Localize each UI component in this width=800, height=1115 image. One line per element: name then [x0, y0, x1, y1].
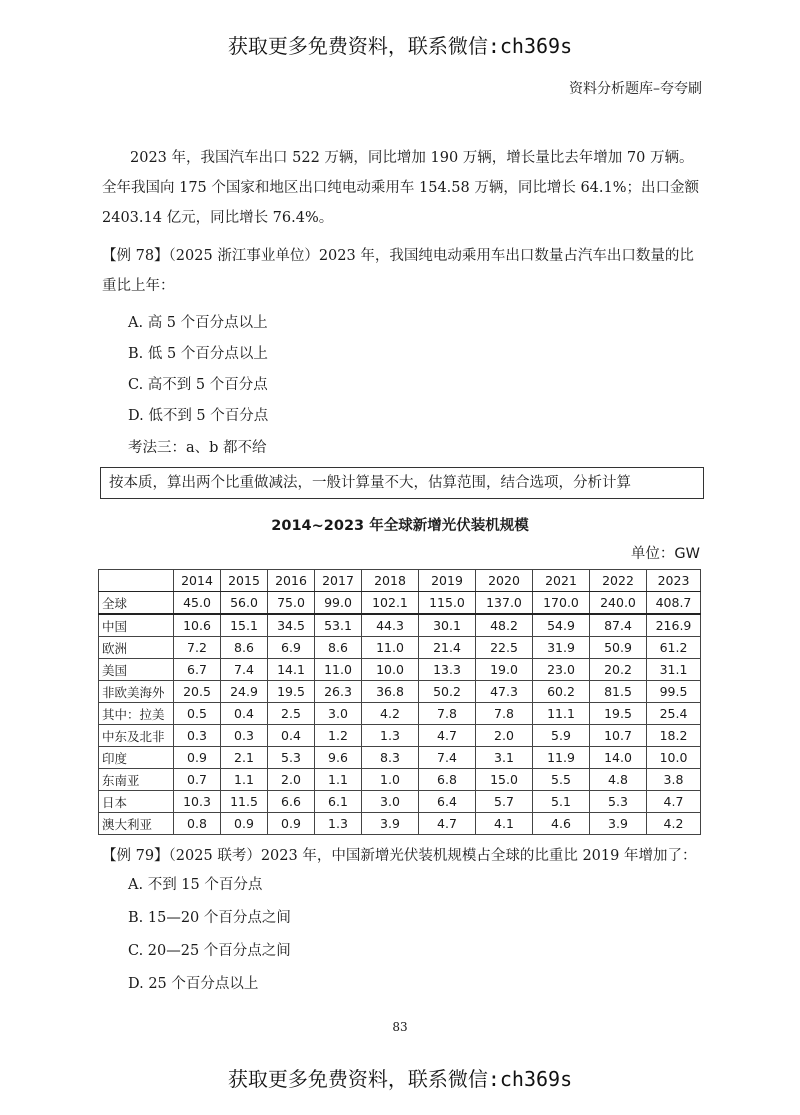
table-cell: 4.6 — [533, 813, 590, 835]
table-cell: 30.1 — [419, 614, 476, 637]
table-cell: 4.7 — [647, 791, 701, 813]
header-year: 2023 — [647, 570, 701, 592]
table-cell: 0.5 — [174, 703, 221, 725]
table-cell: 23.0 — [533, 659, 590, 681]
table-cell: 137.0 — [476, 592, 533, 615]
table-title: 2014~2023 年全球新增光伏装机规模 — [271, 518, 529, 534]
table-cell: 7.4 — [419, 747, 476, 769]
header-year: 2016 — [268, 570, 315, 592]
table-cell: 15.1 — [221, 614, 268, 637]
watermark-top: 获取更多免费资料，联系微信:ch369s — [227, 34, 573, 58]
table-cell: 3.9 — [362, 813, 419, 835]
table-cell: 102.1 — [362, 592, 419, 615]
table-cell: 25.4 — [647, 703, 701, 725]
table-cell: 22.5 — [476, 637, 533, 659]
header-year: 2017 — [315, 570, 362, 592]
header-year: 2019 — [419, 570, 476, 592]
table-cell: 3.0 — [315, 703, 362, 725]
table-cell: 7.2 — [174, 637, 221, 659]
table-cell: 5.3 — [590, 791, 647, 813]
table-cell: 4.2 — [362, 703, 419, 725]
row-label: 印度 — [99, 747, 174, 769]
table-cell: 36.8 — [362, 681, 419, 703]
table-cell: 14.1 — [268, 659, 315, 681]
table-cell: 11.5 — [221, 791, 268, 813]
header-year: 2022 — [590, 570, 647, 592]
table-row — [99, 637, 701, 659]
row-label: 东南亚 — [99, 769, 174, 791]
table-cell: 15.0 — [476, 769, 533, 791]
example-78-question: 【例 78】（2025 浙江事业单位）2023 年，我国纯电动乘用车出口数量占汽车出口数量的比重比上年： — [102, 248, 694, 294]
table-cell: 10.0 — [362, 659, 419, 681]
table-cell: 18.2 — [647, 725, 701, 747]
row-label: 美国 — [99, 659, 174, 681]
table-cell: 8.6 — [221, 637, 268, 659]
table-cell: 408.7 — [647, 592, 701, 615]
table-cell: 1.1 — [221, 769, 268, 791]
table-cell: 7.8 — [419, 703, 476, 725]
table-cell: 13.3 — [419, 659, 476, 681]
table-cell: 11.0 — [315, 659, 362, 681]
table-cell: 2.0 — [268, 769, 315, 791]
table-row — [99, 614, 701, 637]
table-cell: 4.7 — [419, 813, 476, 835]
table-cell: 75.0 — [268, 592, 315, 615]
table-cell: 0.8 — [174, 813, 221, 835]
table-row — [99, 747, 701, 769]
table-cell: 19.5 — [268, 681, 315, 703]
table-cell: 1.0 — [362, 769, 419, 791]
table-cell: 1.2 — [315, 725, 362, 747]
table-cell: 31.9 — [533, 637, 590, 659]
row-label: 全球 — [99, 592, 174, 615]
table-cell: 1.3 — [315, 813, 362, 835]
watermark-bottom: 获取更多免费资料，联系微信:ch369s — [227, 1067, 573, 1091]
table-cell: 31.1 — [647, 659, 701, 681]
table-cell: 5.7 — [476, 791, 533, 813]
table-unit: 单位：GW — [630, 546, 700, 562]
table-cell: 240.0 — [590, 592, 647, 615]
table-cell: 19.5 — [590, 703, 647, 725]
table-cell: 0.9 — [268, 813, 315, 835]
table-row — [99, 813, 701, 835]
table-cell: 0.3 — [174, 725, 221, 747]
table-cell: 10.3 — [174, 791, 221, 813]
table-cell: 0.9 — [174, 747, 221, 769]
table-cell: 21.4 — [419, 637, 476, 659]
table-cell: 45.0 — [174, 592, 221, 615]
example-79-option-c: C. 20—25 个百分点之间 — [128, 943, 291, 959]
table-cell: 0.7 — [174, 769, 221, 791]
table-cell: 8.6 — [315, 637, 362, 659]
table-cell: 2.0 — [476, 725, 533, 747]
row-label: 中东及北非 — [99, 725, 174, 747]
table-cell: 53.1 — [315, 614, 362, 637]
method-label: 考法三：a、b 都不给 — [128, 440, 267, 456]
table-cell: 3.8 — [647, 769, 701, 791]
table-row — [99, 725, 701, 747]
table-cell: 1.3 — [362, 725, 419, 747]
table-cell: 19.0 — [476, 659, 533, 681]
table-cell: 0.9 — [221, 813, 268, 835]
table-cell: 50.2 — [419, 681, 476, 703]
header-year: 2015 — [221, 570, 268, 592]
table-cell: 1.1 — [315, 769, 362, 791]
table-cell: 10.7 — [590, 725, 647, 747]
table-cell: 6.9 — [268, 637, 315, 659]
table-cell: 3.0 — [362, 791, 419, 813]
table-cell: 7.4 — [221, 659, 268, 681]
table-cell: 0.4 — [268, 725, 315, 747]
table-cell: 20.2 — [590, 659, 647, 681]
table-row — [99, 703, 701, 725]
intro-paragraph: 2023 年，我国汽车出口 522 万辆，同比增加 190 万辆，增长量比去年增加 70 万辆。全年我国向 175 个国家和地区出口纯电动乘用车 154.58 万辆，同比增长 64.1%；出口金额 2403.14 亿元，同比增长 76.4%。 — [102, 150, 700, 226]
table-cell: 11.9 — [533, 747, 590, 769]
table-cell: 0.3 — [221, 725, 268, 747]
example-78-option-b: B. 低 5 个百分点以上 — [128, 346, 268, 362]
table-cell: 14.0 — [590, 747, 647, 769]
row-label: 欧洲 — [99, 637, 174, 659]
table-cell: 6.4 — [419, 791, 476, 813]
table-cell: 10.6 — [174, 614, 221, 637]
table-cell: 6.1 — [315, 791, 362, 813]
page-number: 83 — [392, 1020, 408, 1034]
example-78-option-d: D. 低不到 5 个百分点 — [128, 408, 269, 424]
table-cell: 11.1 — [533, 703, 590, 725]
table-cell: 115.0 — [419, 592, 476, 615]
table-cell: 81.5 — [590, 681, 647, 703]
table-cell: 4.7 — [419, 725, 476, 747]
table-cell: 6.8 — [419, 769, 476, 791]
table-cell: 170.0 — [533, 592, 590, 615]
table-cell: 54.9 — [533, 614, 590, 637]
row-label: 澳大利亚 — [99, 813, 174, 835]
table-cell: 26.3 — [315, 681, 362, 703]
table-cell: 6.7 — [174, 659, 221, 681]
table-cell: 50.9 — [590, 637, 647, 659]
table-cell: 5.9 — [533, 725, 590, 747]
table-cell: 87.4 — [590, 614, 647, 637]
example-78-option-a: A. 高 5 个百分点以上 — [128, 315, 268, 331]
header-year: 2018 — [362, 570, 419, 592]
table-row — [99, 659, 701, 681]
table-cell: 2.5 — [268, 703, 315, 725]
table-cell: 3.9 — [590, 813, 647, 835]
table-cell: 4.2 — [647, 813, 701, 835]
table-row — [99, 791, 701, 813]
table-cell: 47.3 — [476, 681, 533, 703]
table-row — [99, 681, 701, 703]
row-label: 中国 — [99, 614, 174, 637]
method-box: 按本质，算出两个比重做减法，一般计算量不大，估算范围，结合选项，分析计算 — [100, 467, 704, 499]
header-year: 2020 — [476, 570, 533, 592]
table-cell: 2.1 — [221, 747, 268, 769]
row-label: 其中：拉美 — [99, 703, 174, 725]
table-cell: 9.6 — [315, 747, 362, 769]
table-cell: 44.3 — [362, 614, 419, 637]
table-cell: 8.3 — [362, 747, 419, 769]
table-cell: 7.8 — [476, 703, 533, 725]
pv-installation-table — [98, 569, 701, 835]
example-78-option-c: C. 高不到 5 个百分点 — [128, 377, 268, 393]
table-cell: 20.5 — [174, 681, 221, 703]
table-cell: 6.6 — [268, 791, 315, 813]
table-row-global — [99, 592, 701, 615]
table-cell: 60.2 — [533, 681, 590, 703]
example-79-option-d: D. 25 个百分点以上 — [128, 976, 259, 992]
table-cell: 34.5 — [268, 614, 315, 637]
running-header: 资料分析题库–夸夸刷 — [569, 81, 702, 97]
table-header-row — [99, 570, 701, 592]
table-cell: 3.1 — [476, 747, 533, 769]
table-cell: 4.8 — [590, 769, 647, 791]
table-cell: 4.1 — [476, 813, 533, 835]
row-label: 日本 — [99, 791, 174, 813]
table-cell: 56.0 — [221, 592, 268, 615]
header-year: 2021 — [533, 570, 590, 592]
table-cell: 0.4 — [221, 703, 268, 725]
table-cell: 99.0 — [315, 592, 362, 615]
table-cell: 61.2 — [647, 637, 701, 659]
table-cell: 11.0 — [362, 637, 419, 659]
header-year: 2014 — [174, 570, 221, 592]
row-label: 非欧美海外 — [99, 681, 174, 703]
table-cell: 5.5 — [533, 769, 590, 791]
table-cell: 24.9 — [221, 681, 268, 703]
table-cell: 10.0 — [647, 747, 701, 769]
example-79-option-b: B. 15—20 个百分点之间 — [128, 910, 291, 926]
table-cell: 99.5 — [647, 681, 701, 703]
example-79-option-a: A. 不到 15 个百分点 — [128, 877, 263, 893]
table-cell: 48.2 — [476, 614, 533, 637]
header-corner — [99, 570, 174, 592]
example-79-question: 【例 79】（2025 联考）2023 年，中国新增光伏装机规模占全球的比重比 2019 年增加了： — [102, 848, 697, 864]
table-cell: 216.9 — [647, 614, 701, 637]
table-row — [99, 769, 701, 791]
table-cell: 5.1 — [533, 791, 590, 813]
table-cell: 5.3 — [268, 747, 315, 769]
